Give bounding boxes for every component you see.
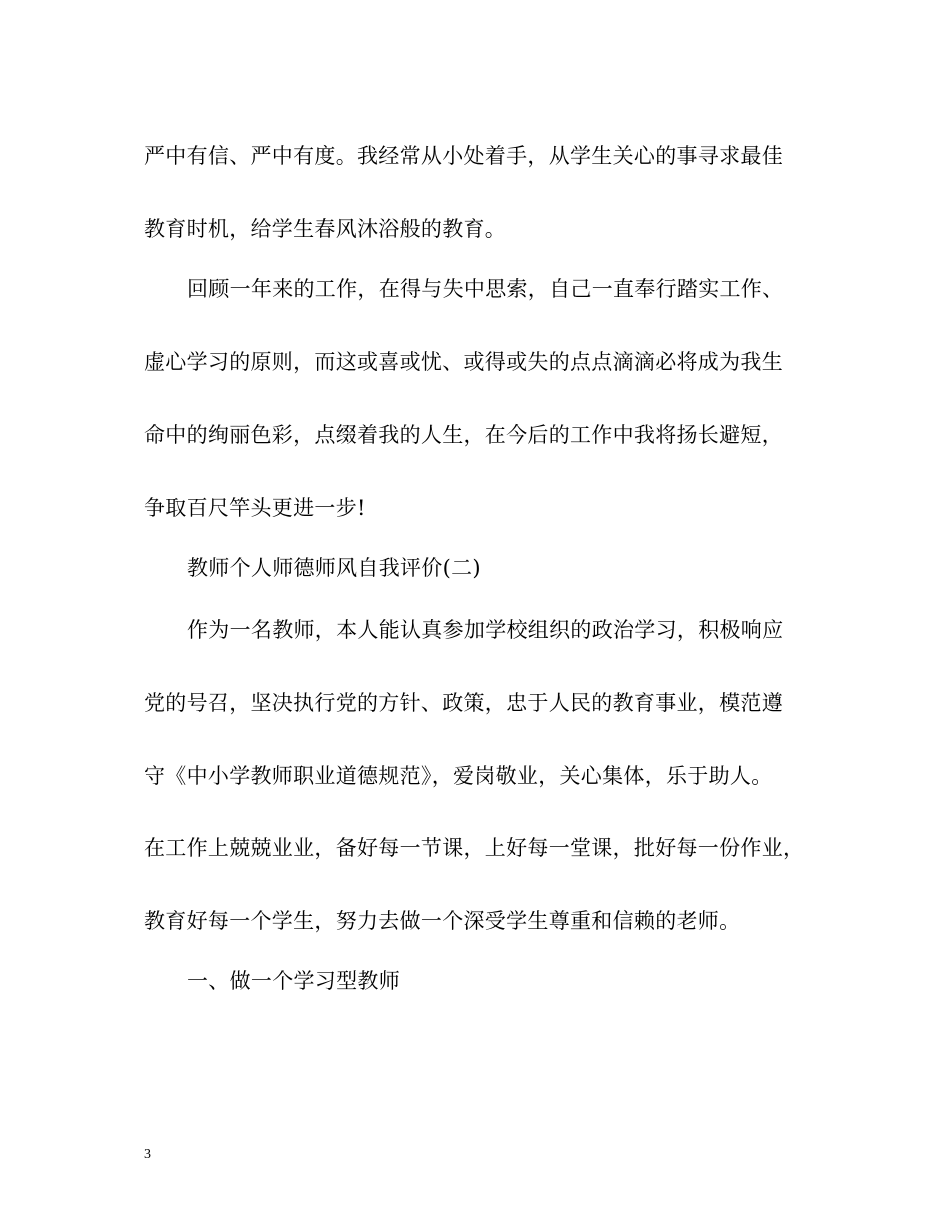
paragraph-line: 命中的绚丽色彩，点缀着我的人生，在今后的工作中我将扬长避短， [144, 423, 783, 447]
paragraph-line: 回顾一年来的工作，在得与失中思索，自己一直奉行踏实工作、 [187, 277, 784, 301]
paragraph-line: 严中有信、严中有度。我经常从小处着手，从学生关心的事寻求最佳 [144, 144, 783, 168]
subsection-heading: 一、做一个学习型教师 [187, 969, 400, 993]
paragraph-line: 党的号召，坚决执行党的方针、政策，忠于人民的教育事业，模范遵 [144, 691, 783, 715]
page-number: 3 [144, 1147, 151, 1162]
paragraph-line: 在工作上兢兢业业，备好每一节课，上好每一堂课，批好每一份作业， [144, 836, 805, 860]
paragraph-line: 守《中小学教师职业道德规范》，爱岗敬业，关心集体，乐于助人。 [144, 764, 773, 788]
paragraph-line: 虚心学习的原则，而这或喜或忧、或得或失的点点滴滴必将成为我生 [144, 350, 783, 374]
section-heading: 教师个人师德师风自我评价(二) [187, 556, 481, 580]
paragraph-line: 争取百尺竿头更进一步! [144, 496, 366, 520]
paragraph-line: 作为一名教师，本人能认真参加学校组织的政治学习，积极响应 [187, 618, 784, 642]
paragraph-line: 教育好每一个学生，努力去做一个深受学生尊重和信赖的老师。 [144, 909, 741, 933]
paragraph-line: 教育时机，给学生春风沐浴般的教育。 [144, 217, 507, 241]
